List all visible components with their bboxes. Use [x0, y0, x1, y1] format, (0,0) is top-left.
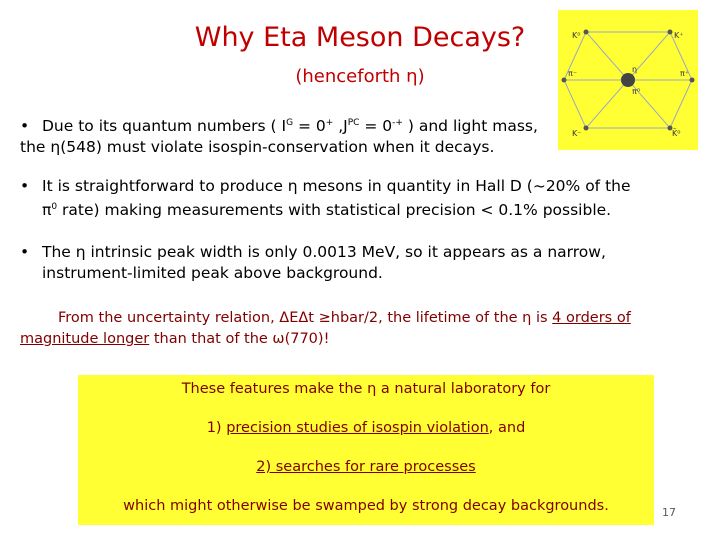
- page-number: 17: [662, 506, 676, 519]
- nonet-label: K̄⁰: [672, 129, 681, 138]
- nonet-label: K⁺: [674, 31, 684, 40]
- uncertainty-relation-text: From the uncertainty relation, ΔEΔt ≥hbar/2, the lifetime of the η is 4 orders of magnitude longer than that of the ω(770)!: [20, 310, 631, 347]
- slide-title: Why Eta Meson Decays?: [194, 22, 526, 53]
- nonet-node: [584, 126, 589, 131]
- nonet-label: π⁺: [680, 69, 690, 78]
- nonet-node: [690, 78, 695, 83]
- bullet-dot: •: [20, 117, 30, 136]
- box-item-2: 2) searches for rare processes: [256, 459, 476, 475]
- box-outro: which might otherwise be swamped by strong decay backgrounds.: [123, 498, 609, 514]
- nonet-label: π⁰: [632, 87, 641, 96]
- bullet-dot: •: [20, 177, 30, 195]
- box-intro: These features make the η a natural laboratory for: [181, 381, 551, 397]
- nonet-node: [562, 78, 567, 83]
- bullet-quantum-numbers: • Due to its quantum numbers ( $I^G = 0^+$ $,J^{PC} = 0^{-+}$ ) and light mass, the η(548) must violate isospin-conservation when it decays.: [20, 117, 538, 157]
- nonet-node: [668, 30, 673, 35]
- bullet-production: • It is straightforward to produce η mesons in quantity in Hall D (~20% of the $\pi^0$ rate) making measurements with statistical precision < 0.1% possible.: [20, 177, 631, 220]
- nonet-label: π⁻: [568, 69, 578, 78]
- nonet-label: η: [632, 65, 638, 74]
- box-item-1: 1) precision studies of isospin violation, and: [206, 420, 526, 436]
- nonet-label: K⁻: [572, 129, 582, 138]
- bullet-peak-width: • The η intrinsic peak width is only 0.0013 MeV, so it appears as a narrow, instrument-limited peak above background.: [20, 243, 606, 282]
- slide-subtitle: (henceforth η): [295, 66, 425, 87]
- nonet-center-node: [621, 73, 635, 87]
- highlight-box: [78, 375, 654, 525]
- bullet-dot: •: [20, 243, 30, 261]
- nonet-label: K⁰: [572, 31, 581, 40]
- nonet-node: [584, 30, 589, 35]
